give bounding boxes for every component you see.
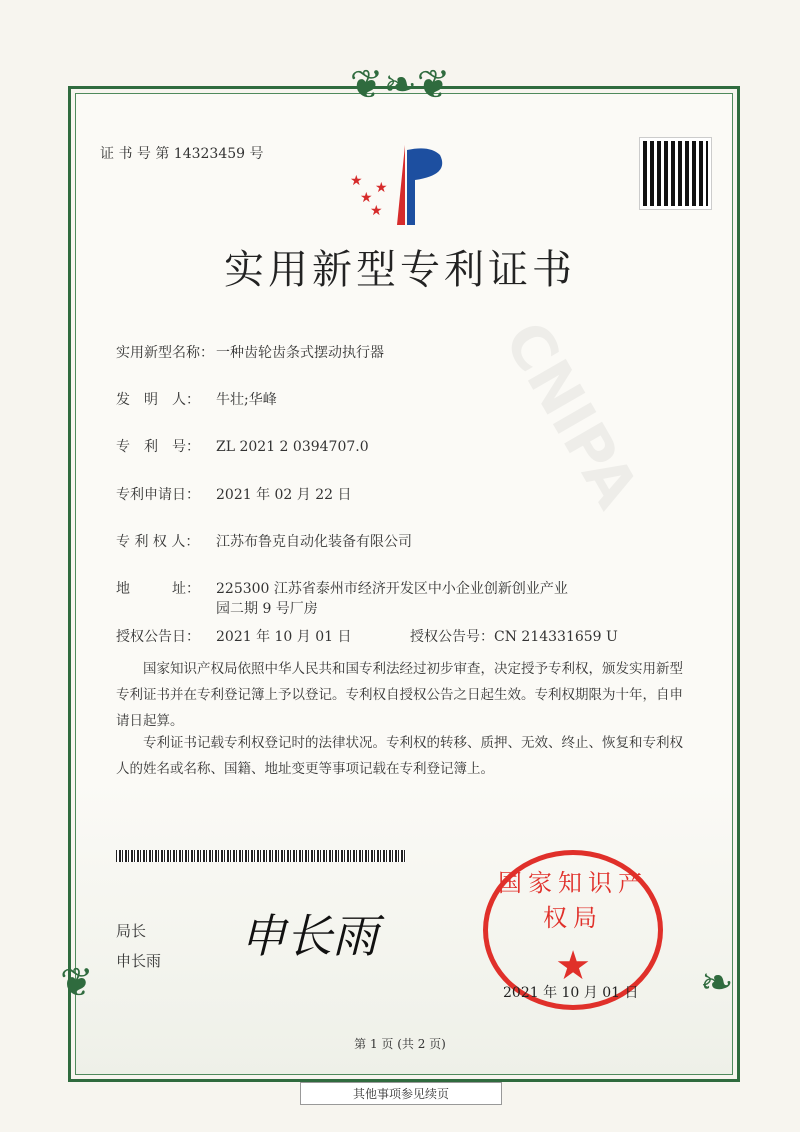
field-patentee: 专 利 权 人： 江苏布鲁克自动化装备有限公司 [116,534,412,550]
footer-note: 其他事项参见续页 [300,1082,502,1105]
ornament-bottom-right: ❧ [700,960,734,1006]
paragraph-1: 国家知识产权局依照中华人民共和国专利法经过初步审查，决定授予专利权，颁发实用新型专利证书并在专利登记簿上予以登记。专利权自授权公告之日起生效。专利权期限为十年，自申请日起算。 [116,661,683,729]
signatory-name: 申长雨 [116,952,162,970]
field-address: 地 址： 225300 江苏省泰州市经济开发区中小企业创新创业产业 [116,581,568,597]
ornament-bottom-left: ❦ [60,960,94,1006]
signatory-role: 局长 [116,922,147,940]
field-address-line2: 园二期 9 号厂房 [216,601,318,617]
page-info: 第 1 页 (共 2 页) [354,1037,446,1051]
svg-text:★: ★ [350,173,363,189]
page-title: 实用新型专利证书 [224,247,576,293]
ornament-top: ❦❧❦ [349,62,451,108]
field-application-date: 专利申请日： 2021 年 02 月 22 日 [116,487,352,503]
cnipa-logo-icon [345,140,465,230]
watermark: CNIPA [490,310,652,520]
certificate-number: 证 书 号 第 14323459 号 [100,146,264,162]
field-inventor: 发 明 人： 牛壮;华峰 [116,392,277,408]
seal-date: 2021 年 10 月 01 日 [503,985,639,1001]
field-announcement-number: 授权公告号：CN 214331659 U [410,629,618,645]
field-grant-date: 授权公告日： 2021 年 10 月 01 日 [116,629,352,645]
field-patent-number: 专 利 号： ZL 2021 2 0394707.0 [116,439,369,455]
official-seal: 国家知识产权局 ★ [483,850,663,1010]
paragraph-2: 专利证书记载专利权登记时的法律状况。专利权的转移、质押、无效、终止、恢复和专利权人的姓名或名称、国籍、地址变更等事项记载在专利登记簿上。 [116,735,683,777]
field-name: 实用新型名称： 一种齿轮齿条式摆动执行器 [116,345,384,361]
svg-text:★: ★ [370,203,383,219]
barcode [116,850,406,862]
svg-text:★: ★ [375,180,388,196]
svg-text:★: ★ [360,190,373,206]
signature: 申长雨 [240,909,378,963]
qr-code [640,138,711,209]
